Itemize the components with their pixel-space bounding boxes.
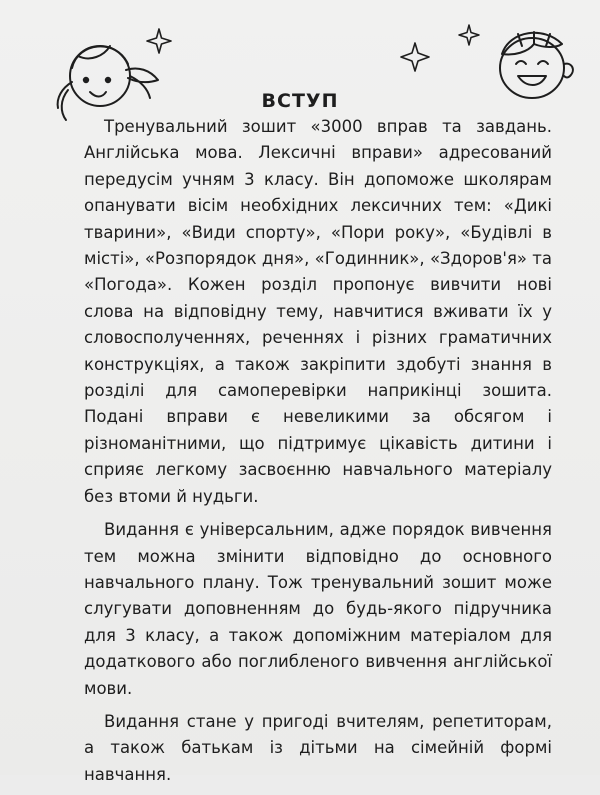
star-icon: [400, 42, 430, 72]
paragraph: Видання стане у пригоді вчителям, репетиторам, а також батькам із дітьми на сімейній формі навчання.: [84, 711, 552, 784]
paragraph: Видання є універсальним, адже порядок вивчення тем можна змінити відповідно до основного навчального плану. Тож тренувальний зошит може слугувати доповненням до будь-якого підручника для 3 класу, а також допоміжним матеріалом для додаткового або поглибленого вивчення англійської мови.: [84, 520, 552, 698]
intro-text: [84, 114, 552, 795]
page-title: ВСТУП: [261, 90, 339, 112]
star-icon: [146, 28, 172, 54]
star-icon: [458, 24, 480, 46]
paragraph: Тренувальний зошит «3000 вправ та завдань. Англійська мова. Лексичні вправи» адресований передусім учням 3 класу. Він допоможе школярам опанувати вісім необхідних лексичних тем: «Дикі тварини», «Види спорту», «Пори року», «Будівлі в місті», «Розпорядок дня», «Годинник», «Здоров'я» та «Погода». Кожен розділ пропонує вивчити нові слова на відповідну тему, навчитися вживати їх у словосполученнях, реченнях і різних граматичних конструкціях, а також закріпити здобуті знання в розділі для самоперевірки наприкінці зошита. Подані вправи є невеликими за обсягом і різноманітними, що підтримує цікавість дитини і сприяє легкому засвоєнню навчального матеріалу без втоми й нудьги.: [84, 117, 552, 506]
